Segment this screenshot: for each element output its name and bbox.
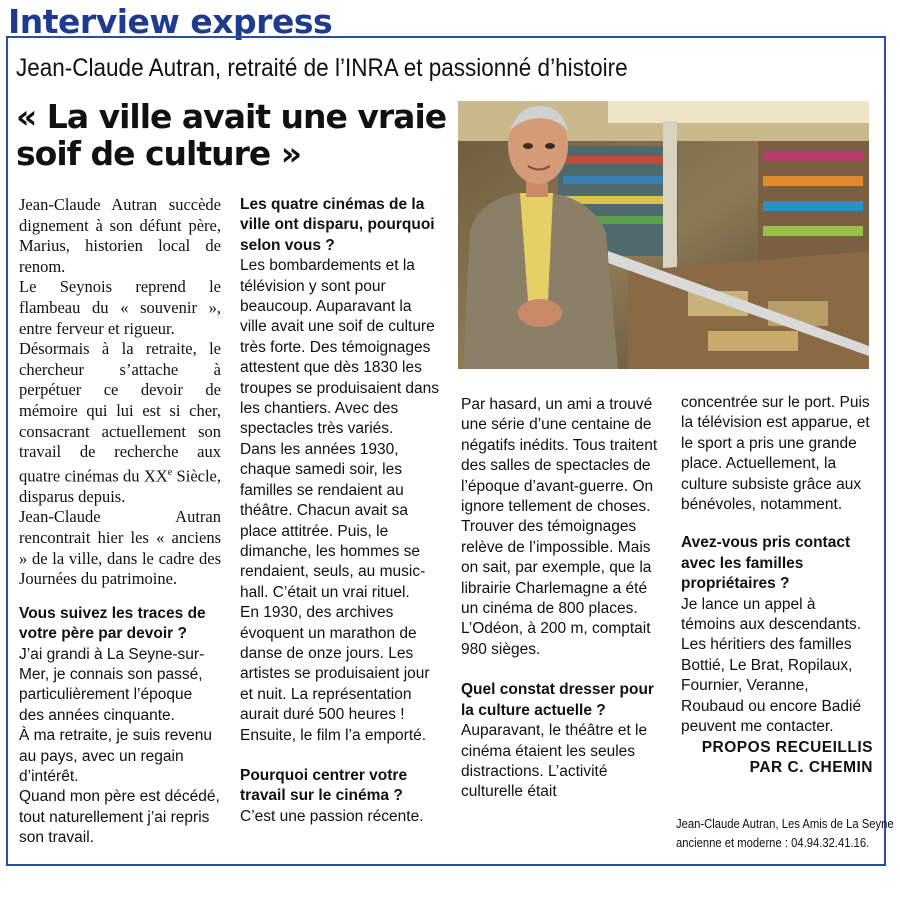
answer-5: Je lance un appel à témoins aux descendants. Les héritiers des familles Bottié, Le Brat, Ropilaux, Fournier, Veranne, Roubaud ou encore Badié peuvent me contacter. [681,595,862,736]
credit-line-1: Jean-Claude Autran, Les Amis de La Seyne [676,817,894,831]
question-1: Vous suivez les traces de votre père par devoir ? [19,604,206,643]
intro-paragraph: Jean-Claude Autran succède dignement à son défunt père, Marius, historien local de renom. [19,195,221,276]
headline-line-1: « La ville avait une vraie [16,97,447,136]
column-2 [240,195,440,827]
question-5: Avez-vous pris contact avec les familles propriétaires ? [681,534,851,593]
answer-1b: À ma retraite, je suis revenu au pays, avec un regain d’intérêt. [19,727,212,786]
question-2: Les quatre cinémas de la ville ont disparu, pourquoi selon vous ? [240,196,435,254]
portrait-photo [458,101,869,369]
answer-3b: Par hasard, un ami a trouvé une série d’une centaine de négatifs inédits. Tous traitent des salles de spectacles de l’époque d’avant-guerre. On ignore tellement de choses. Trouver des témoignages relève de l’impossible. Mais on sait, par exemple, que la librairie Charlemagne a été un cinéma de 800 places. L’Odéon, à 200 m, comptait 980 sièges. [461,396,658,658]
column-3 [461,395,661,803]
byline-2: PAR C. CHEMIN [749,758,873,776]
article-headline [16,98,456,172]
column-4 [681,393,873,778]
intro-paragraph-3 [19,339,221,507]
answer-2b: Dans les années 1930, chaque samedi soir, les familles se rendaient au théâtre. Chacun avait sa place attitrée. Puis, le dimanche, les hommes se rendaient, seuls, au music-hall. C’était un vrai rituel. [240,440,426,601]
intro-3-sup: e [167,466,173,478]
answer-2: Les bombardements et la télévision y sont pour beaucoup. Auparavant la ville avait une soif de culture très forte. Des témoignages attestent que dès 1830 les troupes se produisaient dans les chantiers. Avec des spectacles très variés. [240,257,440,438]
intro-3-text: Désormais à la retraite, le chercheur s’attache à perpétuer ce devoir de mémoire qui lui est si cher, consacrant actuellement son travail de recherche aux quatre cinémas du XX [19,339,221,486]
headline-line-2: soif de culture » [16,134,302,173]
question-3: Pourquoi centrer votre travail sur le cinéma ? [240,766,408,805]
rubric-title: Interview express [8,2,333,41]
article-subtitle: Jean-Claude Autran, retraité de l’INRA et passionné d’histoire [16,54,628,82]
photo-credit [676,815,894,853]
answer-2c: En 1930, des archives évoquent un marathon de danse de onze jours. Les artistes se produisaient jour et nuit. La représentation aurait duré 500 heures ! Ensuite, le film l’a emporté. [240,604,430,744]
answer-4: Auparavant, le théâtre et le cinéma étaient les seules distractions. L’activité culturelle était [461,722,648,801]
byline-1: PROPOS RECUEILLIS [701,738,873,756]
answer-4b: concentrée sur le port. Puis la télévision est apparue, et le sport a pris une grande place. Actuellement, la culture subsiste grâce aux bénévoles, notamment. [681,394,870,514]
answer-1: J’ai grandi à La Seyne-sur-Mer, je connais son passé, particulièrement l’époque des années cinquante. [19,645,205,724]
question-4: Quel constat dresser pour la culture actuelle ? [461,681,654,719]
credit-line-2: ancienne et moderne : 04.94.32.41.16. [676,836,870,850]
answer-3: C’est une passion récente. [240,807,424,825]
answer-1c: Quand mon père est décédé, tout naturellement j’ai repris son travail. [19,788,220,847]
column-1 [19,195,221,849]
intro-3-tail: Siècle, disparus depuis. [19,466,221,506]
intro-paragraph-4: Jean-Claude Autran rencontrait hier les « anciens » de la ville, dans le cadre des Journées du patrimoine. [19,507,221,589]
intro-paragraph-2: Le Seynois reprend le flambeau du « souvenir », entre ferveur et rigueur. [19,277,221,338]
